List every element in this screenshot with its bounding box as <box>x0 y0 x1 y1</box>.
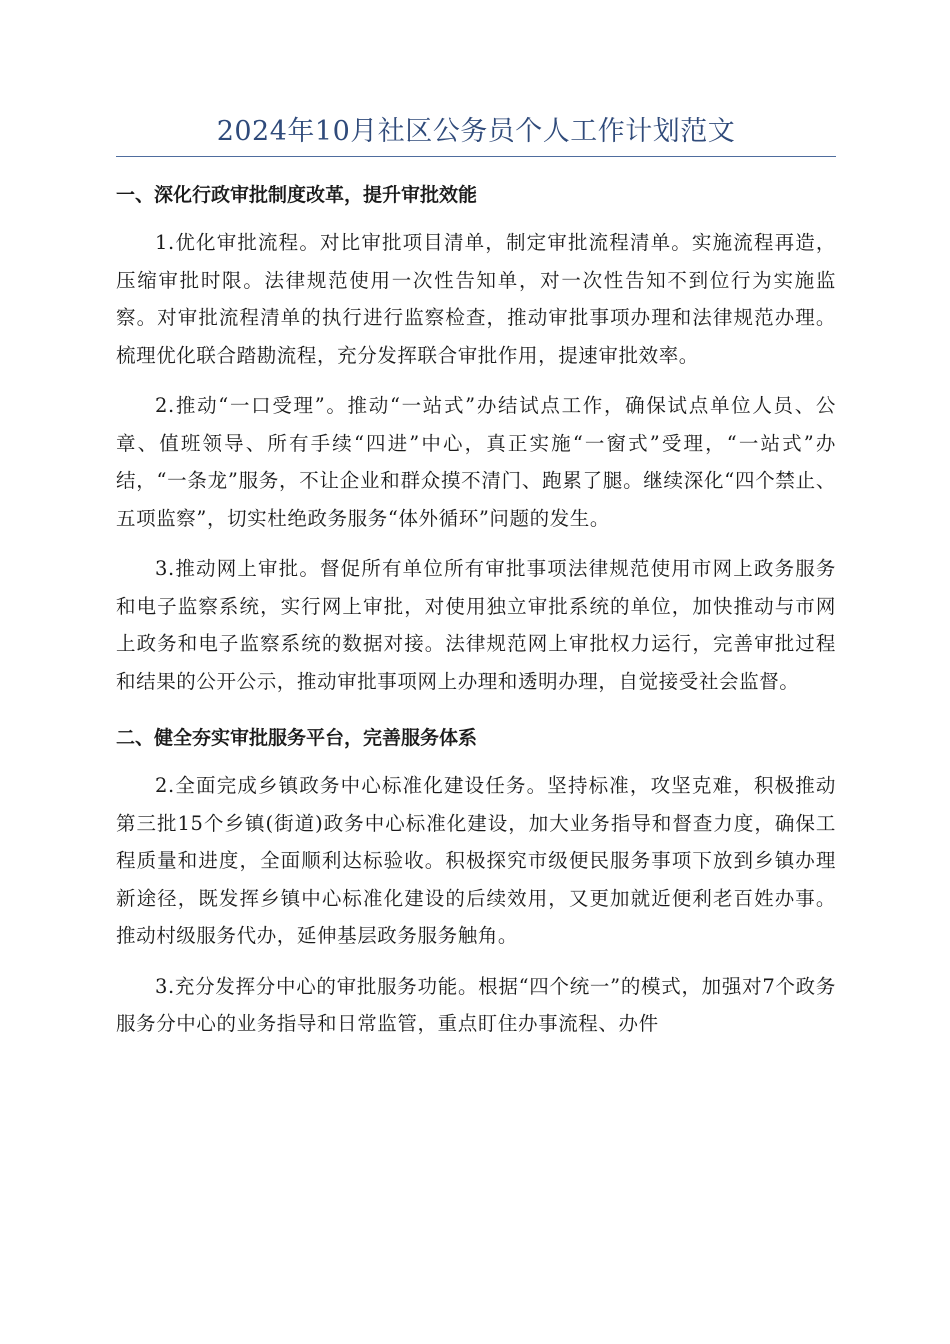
paragraph: 2.推动“一口受理”。推动“一站式”办结试点工作，确保试点单位人员、公章、值班领导、所有手续“四进”中心，真正实施“一窗式”受理，“一站式”办结，“一条龙”服务，不让企业和群众摸不清门、跑累了腿。继续深化“四个禁止、五项监察”，切实杜绝政务服务“体外循环”问题的发生。 <box>116 394 836 530</box>
paragraph: 2.全面完成乡镇政务中心标准化建设任务。坚持标准，攻坚克难，积极推动第三批15个乡镇(街道)政务中心标准化建设，加大业务指导和督查力度，确保工程质量和进度，全面顺利达标验收。积极探究市级便民服务事项下放到乡镇办理新途径，既发挥乡镇中心标准化建设的后续效用，又更加就近便利老百姓办事。推动村级服务代办，延伸基层政务服务触角。 <box>116 774 836 947</box>
section-1 <box>116 181 836 700</box>
document-title: 2024年10月社区公务员个人工作计划范文 <box>116 112 836 157</box>
section-heading: 二、健全夯实审批服务平台，完善服务体系 <box>116 727 478 749</box>
section-heading: 一、深化行政审批制度改革，提升审批效能 <box>116 184 478 206</box>
section-2 <box>116 724 836 1043</box>
paragraph: 3.推动网上审批。督促所有单位所有审批事项法律规范使用市网上政务服务和电子监察系统，实行网上审批，对使用独立审批系统的单位，加快推动与市网上政务和电子监察系统的数据对接。法律规范网上审批权力运行，完善审批过程和结果的公开公示，推动审批事项网上办理和透明办理，自觉接受社会监督。 <box>116 557 836 693</box>
paragraph: 3.充分发挥分中心的审批服务功能。根据“四个统一”的模式，加强对7个政务服务分中心的业务指导和日常监管，重点盯住办事流程、办件 <box>116 974 836 1035</box>
paragraph: 1.优化审批流程。对比审批项目清单，制定审批流程清单。实施流程再造，压缩审批时限。法律规范使用一次性告知单，对一次性告知不到位行为实施监察。对审批流程清单的执行进行监察检查，推动审批事项办理和法律规范办理。梳理优化联合踏勘流程，充分发挥联合审批作用，提速审批效率。 <box>116 231 836 367</box>
document-page <box>116 112 836 1056</box>
